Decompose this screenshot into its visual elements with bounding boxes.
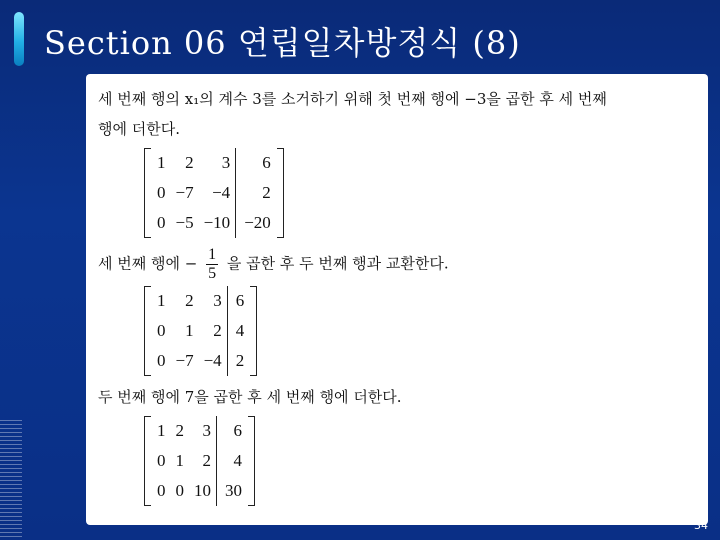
matrix-cell: −10 — [203, 213, 231, 232]
matrix-cell: 2 — [227, 346, 249, 376]
matrix-right-bracket — [277, 148, 284, 238]
step2-prefix: 세 번째 행에 − — [98, 254, 198, 273]
matrix-cell: 0 — [175, 481, 184, 500]
matrix-row — [152, 416, 247, 446]
matrix-cell: −5 — [175, 213, 194, 232]
matrix-cell: 1 — [185, 321, 194, 340]
matrix-right-bracket — [250, 286, 257, 376]
matrix-cell: 4 — [217, 446, 248, 476]
matrix-row — [152, 316, 249, 346]
matrix-cell: 10 — [194, 481, 211, 500]
matrix-cell: 1 — [175, 451, 184, 470]
matrix-row — [152, 476, 247, 506]
page-number: 34 — [694, 519, 708, 532]
slide-title: Section 06 연립일차방정식 (8) — [44, 24, 521, 62]
matrix-cell: 3 — [202, 421, 211, 440]
matrix-cell: 2 — [185, 153, 194, 172]
matrix-row — [152, 178, 276, 208]
matrix-cell: 0 — [157, 451, 166, 470]
matrix-row — [152, 148, 276, 178]
matrix-cell: 2 — [185, 291, 194, 310]
matrix-row — [152, 208, 276, 238]
matrix-cell: 2 — [236, 178, 276, 208]
matrix-cell: 1 — [157, 421, 166, 440]
matrix-cell: −4 — [203, 351, 222, 370]
step3-text: 두 번째 행에 7을 곱한 후 세 번째 행에 더한다. — [98, 388, 402, 406]
matrix-cell: 30 — [217, 476, 248, 506]
matrix-2 — [152, 286, 249, 376]
matrix-cell: −7 — [175, 183, 194, 202]
matrix-right-bracket — [248, 416, 255, 506]
step2-suffix: 을 곱한 후 두 번째 행과 교환한다. — [226, 254, 449, 273]
matrix-cell: 0 — [157, 183, 166, 202]
matrix-cell: 0 — [157, 351, 166, 370]
step1-text-line2: 행에 더한다. — [98, 120, 180, 138]
matrix-row — [152, 346, 249, 376]
matrix-cell: 6 — [236, 148, 276, 178]
matrix-cell: −7 — [175, 351, 194, 370]
matrix-1 — [152, 148, 276, 238]
matrix-cell: 2 — [175, 421, 184, 440]
matrix-cell: 6 — [227, 286, 249, 316]
fraction-numerator: 1 — [208, 246, 217, 263]
matrix-left-bracket — [144, 148, 151, 238]
title-accent-bar — [14, 12, 24, 66]
step1-text-line1: 세 번째 행의 x₁의 계수 3를 소거하기 위해 첫 번째 행에 −3을 곱한 후 세 번째 — [98, 90, 607, 108]
matrix-cell: 4 — [227, 316, 249, 346]
matrix-cell: −20 — [236, 208, 276, 238]
matrix-cell: 0 — [157, 213, 166, 232]
decorative-stripes — [0, 420, 22, 540]
matrix-cell: 2 — [213, 321, 222, 340]
fraction — [206, 246, 218, 283]
matrix-cell: 1 — [157, 291, 166, 310]
matrix-cell: 1 — [157, 153, 166, 172]
matrix-left-bracket — [144, 416, 151, 506]
matrix-row — [152, 446, 247, 476]
matrix-cell: 0 — [157, 321, 166, 340]
matrix-cell: 3 — [213, 291, 222, 310]
matrix-cell: 3 — [221, 153, 231, 172]
matrix-cell: 0 — [157, 481, 166, 500]
matrix-cell: 6 — [217, 416, 248, 446]
matrix-3 — [152, 416, 247, 506]
fraction-denominator: 5 — [208, 265, 217, 282]
content-panel — [86, 74, 708, 525]
matrix-cell: 2 — [202, 451, 211, 470]
matrix-row — [152, 286, 249, 316]
matrix-left-bracket — [144, 286, 151, 376]
step2-text — [98, 246, 449, 283]
matrix-cell: −4 — [212, 183, 231, 202]
